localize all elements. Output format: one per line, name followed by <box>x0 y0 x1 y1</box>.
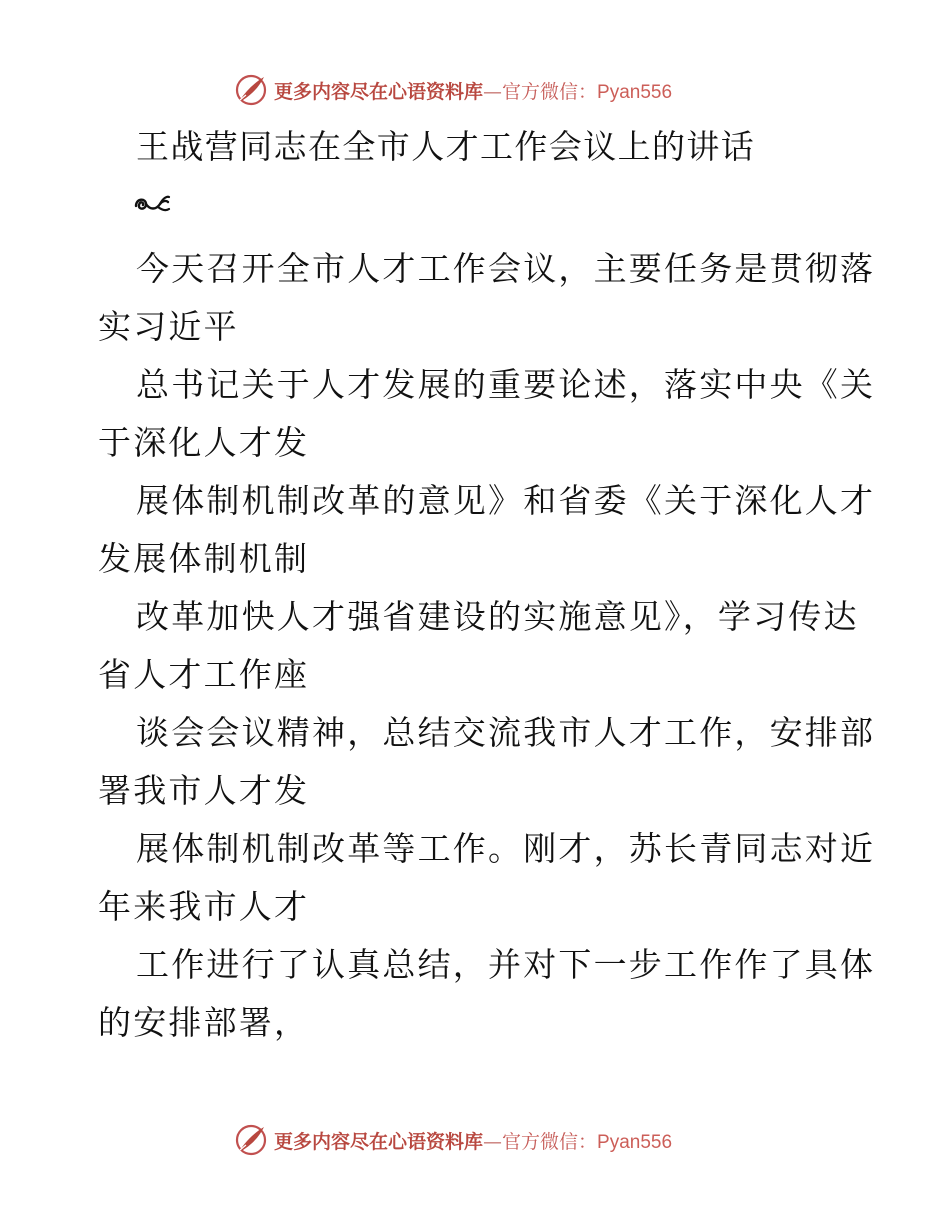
banner-brand: 更多内容尽在心语资料库 <box>274 80 484 103</box>
body-line: 总书记关于人才发展的重要论述，落实中央《关 <box>136 365 876 404</box>
footer-banner <box>234 1122 672 1158</box>
quill-logo-icon <box>234 73 268 107</box>
document-body <box>98 240 876 1052</box>
body-line: 省人才工作座 <box>98 655 310 694</box>
body-line: 工作进行了认真总结，并对下一步工作作了具体 <box>136 945 876 984</box>
banner-wechat-id: Pyan556 <box>597 81 673 103</box>
body-line: 署我市人才发 <box>98 771 310 810</box>
flourish-ornament-icon <box>132 190 172 220</box>
banner-wechat-id: Pyan556 <box>597 1131 673 1153</box>
body-line: 的安排部署， <box>98 1003 310 1042</box>
banner-text <box>274 1127 672 1154</box>
body-line: 年来我市人才 <box>98 887 310 926</box>
body-line: 实习近平 <box>98 307 239 346</box>
quill-logo-icon <box>234 1123 268 1157</box>
banner-wechat-label: 官方微信： <box>502 1130 598 1153</box>
document-title: 王战营同志在全市人才工作会议上的讲话 <box>136 127 756 166</box>
banner-text <box>274 77 672 104</box>
body-line: 改革加快人才强省建设的实施意见》，学习传达 <box>136 597 859 636</box>
body-line: 于深化人才发 <box>98 423 310 462</box>
header-banner <box>234 72 672 108</box>
body-line: 今天召开全市人才工作会议，主要任务是贯彻落 <box>136 249 876 288</box>
body-line: 谈会会议精神，总结交流我市人才工作，安排部 <box>136 713 876 752</box>
body-line: 发展体制机制 <box>98 539 310 578</box>
banner-wechat-label: 官方微信： <box>502 80 598 103</box>
banner-separator: — <box>483 1130 503 1153</box>
banner-separator: — <box>483 80 503 103</box>
body-line: 展体制机制改革的意见》和省委《关于深化人才 <box>136 481 876 520</box>
body-line: 展体制机制改革等工作。刚才，苏长青同志对近 <box>136 829 876 868</box>
banner-brand: 更多内容尽在心语资料库 <box>274 1130 484 1153</box>
